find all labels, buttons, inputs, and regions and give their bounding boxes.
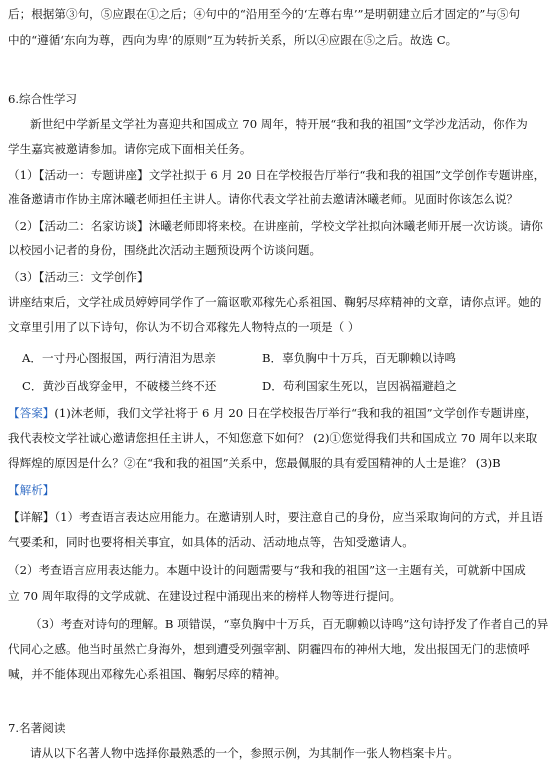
detail-line-6: 代同心之感。他当时虽然亡身海外，想到遭受列强宰割、阴霾四布的神州大地，发出报国无门的悲愤呼	[8, 642, 530, 656]
q6-intro-line-1: 新世纪中学新星文学社为喜迎共和国成立 70 周年，特开展“我和我的祖国”文学沙龙活动，你作为	[30, 117, 528, 131]
choice-b: B．辜负胸中十万兵，百无聊赖以诗鸣	[262, 351, 457, 365]
q7-intro: 请从以下名著人物中选择你最熟悉的一个，参照示例，为其制作一张人物档案卡片。	[30, 746, 459, 760]
detail-line-1	[8, 510, 549, 525]
detail-line-2: 气要柔和，同时也要将相关事宜，如具体的活动、活动地点等，告知受邀请人。	[8, 535, 414, 549]
answer-label: 【答案】	[8, 406, 55, 420]
detail-text-1: （1）考查语言表达应用能力。在邀请别人时，要注意自己的身份，应当采取询问的方式，并且语	[54, 510, 543, 524]
activity3-line-2: 文章里引用了以下诗句，你认为不切合邓稼先人物特点的一项是（ ）	[8, 320, 360, 334]
activity2-line-2: 以校园小记者的身份，围绕此次活动主题预设两个访谈问题。	[8, 243, 322, 257]
q7-heading: 7.名著阅读	[8, 721, 66, 735]
detail-line-5: （3）考查对诗句的理解。B 项错误，“辜负胸中十万兵，百无聊赖以诗鸣”这句诗抒发了作者自己的异	[30, 617, 549, 631]
activity1-line-2: 准备邀请市作协主席沐曦老师担任主讲人。请你代表文学社前去邀请沐曦老师。见面时你该怎么说？	[8, 192, 519, 206]
answer-line-3: 得辉煌的原因是什么？②在“我和我的祖国”关系中，您最佩服的具有爱国精神的人士是谁？ (3)B	[8, 456, 501, 470]
analysis-label: 【解析】	[8, 483, 55, 497]
activity3-line-1: 讲座结束后，文学社成员婷婷同学作了一篇讴歌邓稼先心系祖国、鞠躬尽瘁精神的文章，请你点评。她的	[8, 295, 542, 309]
intro-line-2: 中的“遵循‘东向为尊，西向为卑’的原则”互为转折关系，所以④应跟在⑤之后。故选 C。	[8, 33, 458, 47]
detail-line-7: 喊，并不能体现出邓稼先心系祖国、鞠躬尽瘁的精神。	[8, 667, 287, 681]
choice-a: A．一寸丹心图报国，两行清泪为思亲	[22, 351, 216, 365]
activity1-line-1: （1）【活动一：专题讲座】文学社拟于 6 月 20 日在学校报告厅举行“我和我的祖国”文学创作专题讲座，	[8, 168, 546, 182]
activity3-heading: （3）【活动三：文学创作】	[8, 270, 149, 284]
detail-label: 【详解】	[8, 510, 55, 524]
answer-line-2: 我代表校文学社诚心邀请您担任主讲人，不知您意下如何？ (2)①您觉得我们共和国成立 70 周年以来取	[8, 431, 538, 445]
answer-line-1	[8, 406, 549, 421]
detail-line-4: 立 70 周年取得的文学成就、在建设过程中涌现出来的榜样人物等进行提问。	[8, 589, 402, 603]
activity2-line-1: （2）【活动二：名家访谈】沐曦老师即将来校。在讲座前，学校文学社拟向沐曦老师开展一次访谈。请你	[8, 219, 543, 233]
detail-line-3: （2）考查语言应用表达能力。本题中设计的问题需要与“我和我的祖国”这一主题有关，可就新中国成	[8, 563, 526, 577]
intro-line-1: 后；根据第③句，⑤应跟在①之后；④句中的“沿用至今的‘左尊右卑’”是明朝建立后才固定的”与⑤句	[8, 7, 521, 21]
answer-text-1: (1)沐老师，我们文学社将于 6 月 20 日在学校报告厅举行“我和我的祖国”文学创作专题讲座，	[54, 406, 537, 420]
choice-d: D．苟利国家生死以，岂因祸福避趋之	[262, 379, 457, 393]
q6-heading: 6.综合性学习	[8, 92, 78, 106]
choice-c: C．黄沙百战穿金甲，不破楼兰终不还	[22, 379, 217, 393]
q6-intro-line-2: 学生嘉宾被邀请参加。请你完成下面相关任务。	[8, 142, 252, 156]
